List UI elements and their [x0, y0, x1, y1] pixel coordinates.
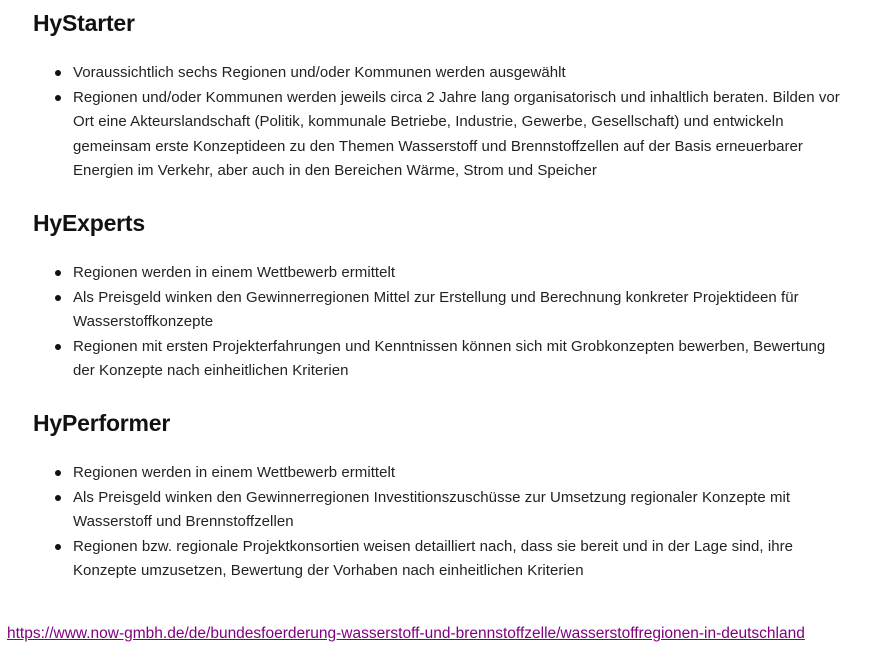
- list-item: [55, 486, 845, 535]
- section-hyexperts: [33, 209, 853, 379]
- list-item-text: Regionen mit ersten Projekterfahrungen und Kenntnissen können sich mit Grobkonzepten bewerben, Bewertung der Konzepte nach einheitlichen Kriterien: [73, 337, 826, 379]
- list-item: [55, 261, 845, 286]
- list-item-text: Regionen werden in einem Wettbewerb ermittelt: [73, 264, 396, 281]
- bullet-list: [55, 461, 845, 584]
- list-item-text: Regionen bzw. regionale Projektkonsortien weisen detailliert nach, dass sie bereit und in der Lage sind, ihre Konzepte umzusetzen, Bewertung der Vorhaben nach einheitlichen Kriterien: [73, 537, 794, 579]
- bullet-list: [55, 61, 845, 184]
- section-title: HyExperts: [33, 210, 145, 236]
- bullet-icon: [55, 344, 61, 350]
- bullet-icon: [55, 295, 61, 301]
- section-hystarter: [33, 9, 853, 179]
- list-item-text: Als Preisgeld winken den Gewinnerregionen Investitionszuschüsse zur Umsetzung regionaler Konzepte mit Wasserstoff und Brennstoffzellen: [73, 488, 791, 530]
- list-item: [55, 86, 845, 184]
- bullet-list: [55, 261, 845, 384]
- list-item: [55, 461, 845, 486]
- list-item: [55, 61, 845, 86]
- bullet-icon: [55, 70, 61, 76]
- section-title: HyStarter: [33, 10, 135, 36]
- list-item-text: Regionen werden in einem Wettbewerb ermittelt: [73, 464, 396, 481]
- section-hyperformer: [33, 409, 853, 579]
- list-item-text: Voraussichtlich sechs Regionen und/oder Kommunen werden ausgewählt: [73, 64, 566, 81]
- list-item: [55, 335, 845, 384]
- list-item-text: Als Preisgeld winken den Gewinnerregionen Mittel zur Erstellung und Berechnung konkreter Projektideen für Wasserstoffkonzepte: [73, 288, 799, 330]
- bullet-icon: [55, 95, 61, 101]
- list-item: [55, 286, 845, 335]
- bullet-icon: [55, 544, 61, 550]
- source-link[interactable]: https://www.now-gmbh.de/de/bundesfoerderung-wasserstoff-und-brennstoffzelle/wasserstoffregionen-in-deutschland: [7, 625, 805, 642]
- bullet-icon: [55, 270, 61, 276]
- list-item-text: Regionen und/oder Kommunen werden jeweils circa 2 Jahre lang organisatorisch und inhaltlich beraten. Bilden vor Ort eine Akteurslandschaft (Politik, kommunale Betriebe, Industrie, Gewerbe, Gesellschaft) und entwickeln gemeinsam erste Konzeptideen zu den Themen Wasserstoff und Brennstoffzellen auf der Basis erneuerbarer Energien im Verkehr, aber auch in den Bereichen Wärme, Strom und Speicher: [73, 88, 840, 179]
- bullet-icon: [55, 470, 61, 476]
- list-item: [55, 535, 845, 584]
- bullet-icon: [55, 495, 61, 501]
- section-title: HyPerformer: [33, 410, 171, 436]
